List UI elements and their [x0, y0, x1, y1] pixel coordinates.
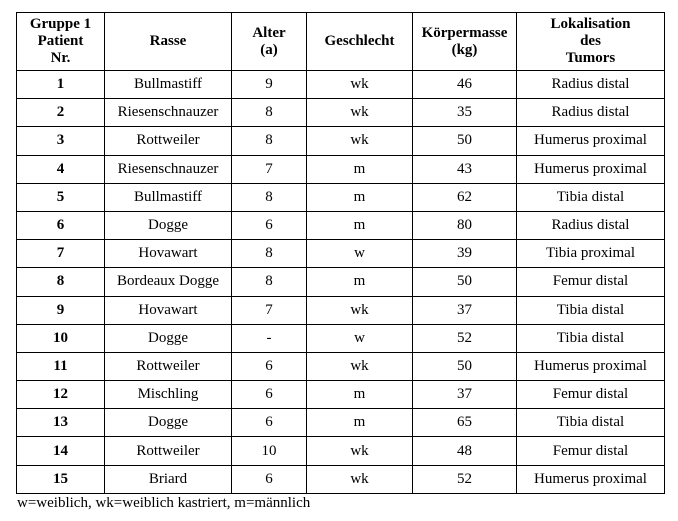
table-body: [17, 71, 665, 494]
cell-nr: 8: [17, 268, 105, 296]
cell-alter: 6: [232, 465, 307, 493]
cell-masse: 37: [413, 381, 517, 409]
cell-lokalisation: Tibia proximal: [517, 240, 665, 268]
table-row: [17, 381, 665, 409]
column-header-alter: [232, 13, 307, 71]
table-row: [17, 352, 665, 380]
column-header-masse: [413, 13, 517, 71]
cell-geschlecht: wk: [307, 296, 413, 324]
cell-rasse: Rottweiler: [105, 127, 232, 155]
cell-geschlecht: wk: [307, 352, 413, 380]
cell-geschlecht: w: [307, 240, 413, 268]
column-header-line: Gruppe 1: [29, 16, 92, 32]
cell-nr: 9: [17, 296, 105, 324]
table-legend: w=weiblich, wk=weiblich kastriert, m=männlich: [17, 495, 311, 511]
cell-masse: 48: [413, 437, 517, 465]
cell-nr: 6: [17, 211, 105, 239]
cell-geschlecht: wk: [307, 465, 413, 493]
cell-geschlecht: m: [307, 211, 413, 239]
cell-lokalisation: Humerus proximal: [517, 127, 665, 155]
column-header-geschlecht: [307, 13, 413, 71]
table-row: [17, 183, 665, 211]
cell-lokalisation: Radius distal: [517, 71, 665, 99]
cell-alter: 7: [232, 296, 307, 324]
column-header-line: Körpermasse: [421, 24, 508, 41]
column-header-line: Patient: [37, 33, 84, 49]
cell-alter: 9: [232, 71, 307, 99]
column-header-line: Geschlecht: [324, 33, 395, 49]
cell-geschlecht: m: [307, 183, 413, 211]
column-header-line: (a): [260, 41, 278, 58]
cell-alter: 8: [232, 268, 307, 296]
cell-alter: 8: [232, 240, 307, 268]
cell-rasse: Bordeaux Dogge: [105, 268, 232, 296]
cell-nr: 4: [17, 155, 105, 183]
cell-nr: 5: [17, 183, 105, 211]
cell-masse: 65: [413, 409, 517, 437]
cell-rasse: Hovawart: [105, 240, 232, 268]
cell-masse: 50: [413, 352, 517, 380]
cell-rasse: Riesenschnauzer: [105, 155, 232, 183]
cell-nr: 1: [17, 71, 105, 99]
column-header-line: des: [580, 33, 601, 49]
cell-lokalisation: Tibia distal: [517, 296, 665, 324]
table-row: [17, 211, 665, 239]
cell-geschlecht: wk: [307, 71, 413, 99]
cell-alter: 7: [232, 155, 307, 183]
cell-masse: 39: [413, 240, 517, 268]
table-row: [17, 409, 665, 437]
cell-geschlecht: wk: [307, 99, 413, 127]
cell-masse: 80: [413, 211, 517, 239]
cell-geschlecht: m: [307, 268, 413, 296]
cell-masse: 37: [413, 296, 517, 324]
table-row: [17, 268, 665, 296]
cell-alter: -: [232, 324, 307, 352]
cell-lokalisation: Humerus proximal: [517, 465, 665, 493]
cell-lokalisation: Radius distal: [517, 99, 665, 127]
column-header-line: Lokalisation: [550, 16, 631, 32]
cell-nr: 7: [17, 240, 105, 268]
cell-geschlecht: m: [307, 409, 413, 437]
column-header-line: Nr.: [50, 50, 71, 66]
cell-masse: 52: [413, 324, 517, 352]
cell-lokalisation: Tibia distal: [517, 183, 665, 211]
cell-rasse: Bullmastiff: [105, 71, 232, 99]
column-header-rasse: [105, 13, 232, 71]
cell-rasse: Hovawart: [105, 296, 232, 324]
cell-nr: 2: [17, 99, 105, 127]
cell-masse: 35: [413, 99, 517, 127]
cell-lokalisation: Tibia distal: [517, 409, 665, 437]
cell-geschlecht: w: [307, 324, 413, 352]
cell-alter: 6: [232, 381, 307, 409]
cell-lokalisation: Tibia distal: [517, 324, 665, 352]
cell-rasse: Briard: [105, 465, 232, 493]
cell-rasse: Mischling: [105, 381, 232, 409]
column-header-line: Alter: [252, 24, 286, 41]
cell-nr: 13: [17, 409, 105, 437]
column-header-line: Rasse: [149, 33, 187, 49]
cell-rasse: Dogge: [105, 211, 232, 239]
cell-lokalisation: Humerus proximal: [517, 155, 665, 183]
table-row: [17, 296, 665, 324]
cell-lokalisation: Femur distal: [517, 268, 665, 296]
cell-alter: 8: [232, 183, 307, 211]
table-row: [17, 437, 665, 465]
table-row: [17, 127, 665, 155]
cell-nr: 3: [17, 127, 105, 155]
cell-rasse: Bullmastiff: [105, 183, 232, 211]
patient-table: [16, 12, 665, 494]
cell-masse: 43: [413, 155, 517, 183]
table-row: [17, 465, 665, 493]
cell-rasse: Dogge: [105, 324, 232, 352]
column-header-lokalisation: [517, 13, 665, 71]
cell-rasse: Rottweiler: [105, 352, 232, 380]
cell-geschlecht: m: [307, 155, 413, 183]
cell-nr: 14: [17, 437, 105, 465]
cell-rasse: Rottweiler: [105, 437, 232, 465]
cell-lokalisation: Radius distal: [517, 211, 665, 239]
column-header-line: Tumors: [565, 50, 616, 66]
cell-geschlecht: wk: [307, 127, 413, 155]
cell-geschlecht: wk: [307, 437, 413, 465]
cell-alter: 6: [232, 352, 307, 380]
cell-lokalisation: Femur distal: [517, 381, 665, 409]
cell-alter: 6: [232, 409, 307, 437]
cell-geschlecht: m: [307, 381, 413, 409]
cell-alter: 8: [232, 99, 307, 127]
cell-alter: 8: [232, 127, 307, 155]
table-row: [17, 155, 665, 183]
cell-masse: 46: [413, 71, 517, 99]
cell-lokalisation: Femur distal: [517, 437, 665, 465]
table-row: [17, 240, 665, 268]
cell-rasse: Dogge: [105, 409, 232, 437]
cell-masse: 50: [413, 127, 517, 155]
cell-lokalisation: Humerus proximal: [517, 352, 665, 380]
cell-alter: 10: [232, 437, 307, 465]
cell-nr: 12: [17, 381, 105, 409]
table-row: [17, 324, 665, 352]
column-header-nr: [17, 13, 105, 71]
table-header-row: [17, 13, 665, 71]
cell-masse: 50: [413, 268, 517, 296]
cell-nr: 15: [17, 465, 105, 493]
column-header-line: (kg): [451, 41, 478, 58]
cell-nr: 11: [17, 352, 105, 380]
table-row: [17, 71, 665, 99]
cell-masse: 62: [413, 183, 517, 211]
cell-rasse: Riesenschnauzer: [105, 99, 232, 127]
cell-alter: 6: [232, 211, 307, 239]
cell-masse: 52: [413, 465, 517, 493]
cell-nr: 10: [17, 324, 105, 352]
table-row: [17, 99, 665, 127]
